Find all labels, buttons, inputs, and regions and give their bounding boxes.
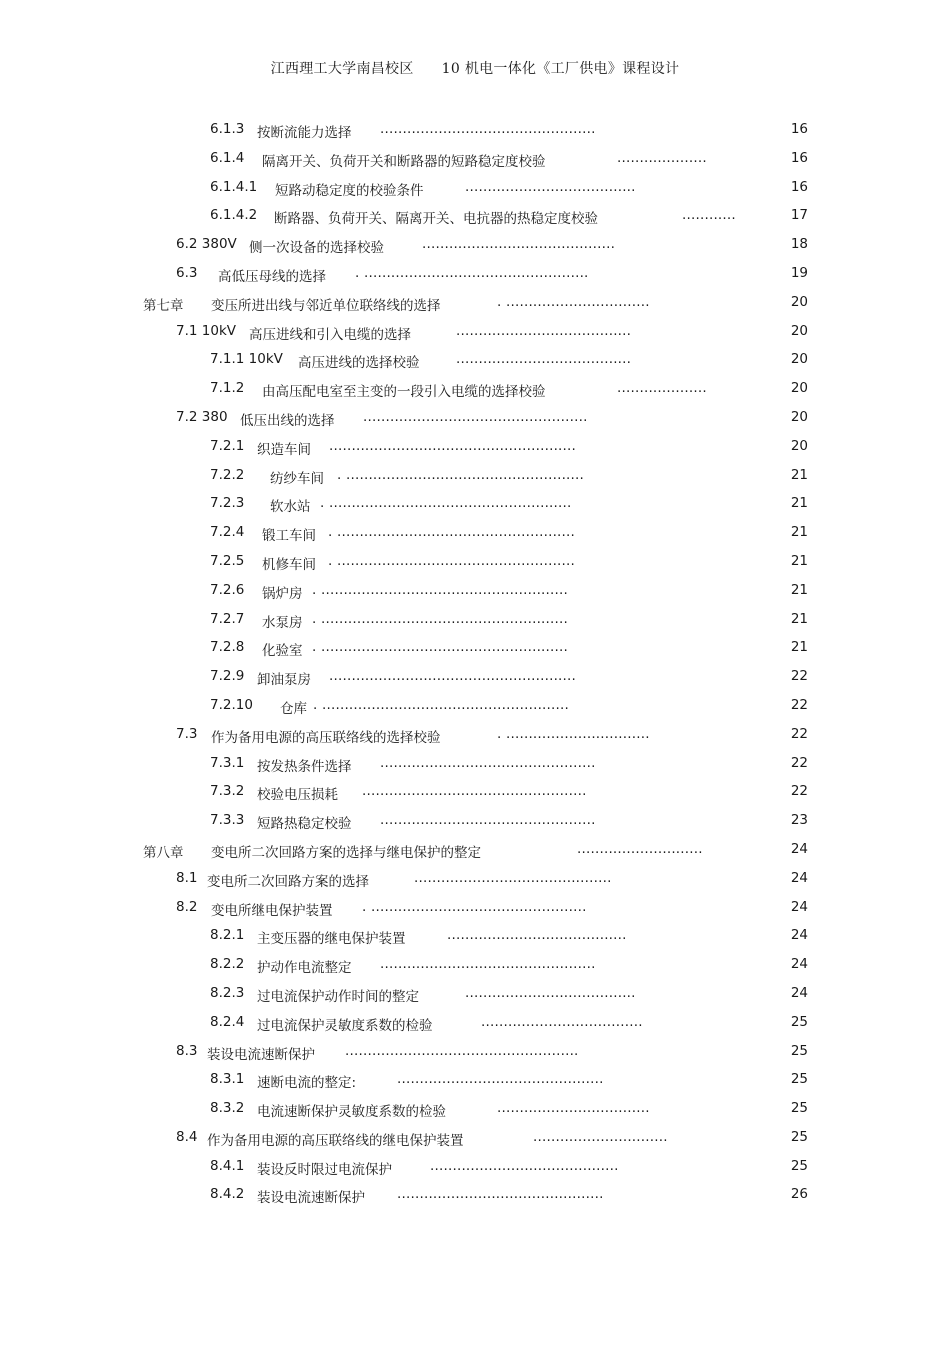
toc-entry-title: 变电所二次回路方案的选择 — [207, 873, 369, 890]
toc-entry-number: 6.1.3 — [210, 121, 245, 137]
header-school: 江西理工大学南昌校区 — [270, 61, 414, 77]
toc-entry-title: 按断流能力选择 — [257, 125, 352, 141]
toc-entry-page-number: 24 — [790, 984, 808, 1001]
toc-entry-page-number: 20 — [790, 408, 808, 425]
toc-entry[interactable] — [0, 865, 950, 894]
toc-entry-number: 第八章 — [143, 844, 184, 861]
toc-entry-number: 8.3.1 — [210, 1071, 245, 1088]
toc-entry-number: 8.4 — [176, 1128, 198, 1145]
toc-entry-number: 7.2.1 — [210, 437, 245, 454]
toc-entry-number: 8.3 — [176, 1042, 198, 1059]
toc-entry-number: 7.2.3 — [210, 495, 245, 512]
toc-entry-leader: . ..................................................... — [337, 466, 585, 483]
toc-entry-title: 校验电压损耗 — [257, 787, 338, 804]
toc-entry-page-number: 20 — [790, 380, 808, 397]
toc-entry-leader: . ....................................................... — [313, 696, 570, 713]
toc-entry-page-number: 21 — [790, 466, 808, 483]
toc-entry-leader: . ....................................................... — [312, 639, 569, 656]
toc-entry[interactable] — [0, 980, 950, 1009]
toc-entry-page-number: 21 — [790, 639, 808, 656]
toc-entry-title: 水泵房 — [262, 614, 303, 631]
toc-entry-page-number: 16 — [790, 178, 808, 195]
toc-entry-title: 高压进线和引入电缆的选择 — [249, 326, 411, 343]
toc-entry-number: 6.1.4.2 — [210, 207, 258, 224]
toc-entry-number: 7.2.6 — [210, 581, 245, 598]
toc-entry[interactable] — [0, 202, 950, 231]
toc-entry-leader: . ....................................................... — [312, 610, 569, 627]
toc-entry-number: 8.2.4 — [210, 1013, 245, 1030]
toc-entry-page-number: 21 — [790, 581, 808, 598]
toc-entry-number: 7.2.7 — [210, 610, 245, 627]
toc-entry-title: 机修车间 — [262, 556, 316, 573]
toc-entry[interactable] — [0, 606, 950, 635]
toc-entry-page-number: 25 — [790, 1157, 808, 1174]
toc-entry-leader: .............................................. — [397, 1071, 604, 1088]
toc-entry-page-number: 20 — [790, 293, 808, 310]
toc-entry-title: 装设电流速断保护 — [207, 1046, 315, 1063]
toc-entry-number: 7.1.2 — [210, 380, 245, 397]
toc-entry-leader: .............................. — [533, 1128, 668, 1145]
toc-entry-title: 主变压器的继电保护装置 — [257, 931, 406, 948]
toc-entry[interactable] — [0, 490, 950, 519]
toc-entry-title: 仓库 — [280, 700, 307, 717]
toc-entry-number: 8.2.1 — [210, 927, 245, 944]
toc-entry-title: 变电所继电保护装置 — [211, 902, 333, 919]
toc-entry-leader: .................................................. — [363, 408, 588, 425]
toc-entry[interactable] — [0, 1038, 950, 1067]
toc-entry-page-number: 24 — [790, 869, 808, 886]
toc-entry-title: 过电流保护灵敏度系数的检验 — [257, 1017, 433, 1034]
toc-entry-page-number: 25 — [790, 1042, 808, 1059]
toc-entry-leader: ........................................ — [447, 927, 627, 944]
toc-entry-leader: ........................................... — [422, 236, 616, 253]
toc-entry[interactable] — [0, 1124, 950, 1153]
toc-entry-number: 6.1.4 — [210, 149, 245, 166]
toc-entry-leader: ....................................................... — [329, 437, 577, 454]
toc-entry-number: 7.2.2 — [210, 466, 245, 483]
toc-entry-title: 高压进线的选择校验 — [298, 355, 420, 372]
toc-entry[interactable] — [0, 174, 950, 203]
toc-entry-number: 7.2.4 — [210, 524, 245, 541]
toc-entry-title: 锅炉房 — [262, 585, 303, 602]
toc-entry[interactable] — [0, 1153, 950, 1182]
toc-entry-title: 作为备用电源的高压联络线的选择校验 — [211, 729, 441, 746]
toc-entry-number: 7.1.1 10kV — [210, 351, 283, 368]
toc-entry-number: 8.3.2 — [210, 1100, 245, 1117]
toc-entry-leader: ....................................... — [456, 322, 632, 339]
toc-entry-title: 按发热条件选择 — [257, 758, 352, 775]
toc-entry-title: 护动作电流整定 — [257, 960, 352, 977]
toc-entry-page-number: 22 — [790, 668, 808, 685]
toc-entry[interactable] — [0, 1095, 950, 1124]
toc-entry[interactable] — [0, 116, 950, 145]
toc-entry-leader: .................... — [617, 149, 707, 166]
toc-entry-leader: .......................................... — [430, 1157, 619, 1174]
toc-entry[interactable] — [0, 922, 950, 951]
toc-entry-title: 化验室 — [262, 643, 303, 660]
toc-entry-leader: ................................................ — [380, 812, 596, 829]
toc-entry-leader: ................................................ — [380, 754, 596, 771]
toc-entry-title: 装设反时限过电流保护 — [257, 1161, 392, 1178]
toc-entry-page-number: 19 — [790, 264, 808, 281]
toc-entry-page-number: 22 — [790, 783, 808, 800]
toc-entry[interactable] — [0, 894, 950, 923]
toc-entry-title: 低压出线的选择 — [240, 412, 335, 429]
toc-entry-page-number: 22 — [790, 696, 808, 713]
toc-entry-number: 8.2.3 — [210, 984, 245, 1001]
toc-entry-number: 7.1 10kV — [176, 322, 236, 339]
toc-entry[interactable] — [0, 807, 950, 836]
toc-entry-leader: . ..................................................... — [328, 524, 576, 541]
toc-entry-number: 8.2 — [176, 898, 198, 915]
toc-entry-number: 7.2.10 — [210, 696, 253, 713]
toc-entry-leader: ............................................ — [414, 869, 612, 886]
toc-entry[interactable] — [0, 145, 950, 174]
toc-entry-leader: ....................................... — [456, 351, 632, 368]
toc-entry-leader: .................................. — [497, 1100, 650, 1117]
toc-entry-page-number: 23 — [790, 812, 808, 829]
toc-entry-page-number: 16 — [790, 121, 808, 137]
toc-entry-leader: . ...................................................... — [320, 495, 572, 512]
toc-entry-number: 7.2.9 — [210, 668, 245, 685]
toc-entry-page-number: 20 — [790, 351, 808, 368]
toc-entry-title: 短路热稳定校验 — [257, 816, 352, 833]
toc-entry[interactable] — [0, 462, 950, 491]
toc-entry-number: 7.2.8 — [210, 639, 245, 656]
toc-entry[interactable] — [0, 1066, 950, 1095]
toc-entry-page-number: 24 — [790, 927, 808, 944]
toc-entry-leader: . ....................................................... — [312, 581, 569, 598]
toc-entry-title: 装设电流速断保护 — [257, 1190, 365, 1207]
toc-entry-leader: .................................................. — [362, 783, 587, 800]
toc-entry-leader: ................................................ — [380, 121, 596, 137]
toc-entry-leader: ............................ — [577, 840, 703, 857]
toc-entry[interactable] — [0, 433, 950, 462]
toc-entry[interactable] — [0, 750, 950, 779]
toc-entry-leader: ...................................... — [465, 984, 636, 1001]
toc-entry-title: 作为备用电源的高压联络线的继电保护装置 — [207, 1132, 464, 1149]
toc-entry-leader: ............ — [682, 207, 736, 224]
toc-entry[interactable] — [0, 346, 950, 375]
toc-entry-page-number: 25 — [790, 1013, 808, 1030]
toc-entry[interactable] — [0, 260, 950, 289]
toc-entry[interactable] — [0, 404, 950, 433]
toc-entry-title: 隔离开关、负荷开关和断路器的短路稳定度校验 — [262, 153, 546, 170]
page-header — [0, 58, 950, 78]
toc-entry-number: 第七章 — [143, 297, 184, 314]
toc-entry-leader: .............................................. — [397, 1186, 604, 1203]
toc-entry[interactable] — [0, 1181, 950, 1210]
toc-entry-page-number: 22 — [790, 725, 808, 742]
toc-entry-leader: . ................................................ — [362, 898, 587, 915]
toc-entry-number: 6.2 380V — [176, 236, 237, 253]
toc-entry-title: 速断电流的整定: — [257, 1075, 357, 1092]
toc-entry[interactable] — [0, 951, 950, 980]
toc-entry-page-number: 22 — [790, 754, 808, 771]
toc-entry-page-number: 24 — [790, 898, 808, 915]
toc-entry[interactable] — [0, 1009, 950, 1038]
toc-entry-page-number: 20 — [790, 322, 808, 339]
toc-entry-page-number: 20 — [790, 437, 808, 454]
toc-entry-page-number: 24 — [790, 956, 808, 973]
toc-entry[interactable] — [0, 577, 950, 606]
toc-entry-title: 由高压配电室至主变的一段引入电缆的选择校验 — [262, 384, 546, 401]
toc-entry-page-number: 26 — [790, 1186, 808, 1203]
toc-entry[interactable] — [0, 289, 950, 318]
toc-entry-page-number: 24 — [790, 840, 808, 857]
toc-entry-page-number: 16 — [790, 149, 808, 166]
toc-entry-title: 织造车间 — [257, 441, 311, 458]
toc-entry-page-number: 25 — [790, 1071, 808, 1088]
toc-entry-leader: . ................................ — [497, 293, 650, 310]
toc-entry-number: 8.4.1 — [210, 1157, 245, 1174]
toc-entry-leader: ...................................... — [465, 178, 636, 195]
toc-entry-number: 6.3 — [176, 264, 198, 281]
toc-entry-number: 7.2.5 — [210, 552, 245, 569]
toc-entry-number: 7.3.3 — [210, 812, 245, 829]
toc-entry[interactable] — [0, 778, 950, 807]
toc-entry-leader: ....................................................... — [329, 668, 577, 685]
toc-entry-page-number: 21 — [790, 610, 808, 627]
toc-entry-title: 短路动稳定度的校验条件 — [275, 182, 424, 199]
toc-entry-leader: .................................................... — [345, 1042, 579, 1059]
toc-entry-leader: .................................... — [481, 1013, 643, 1030]
toc-entry-page-number: 18 — [790, 236, 808, 253]
toc-entry[interactable] — [0, 375, 950, 404]
toc-entry-number: 8.2.2 — [210, 956, 245, 973]
toc-entry-title: 过电流保护动作时间的整定 — [257, 988, 419, 1005]
toc-entry-title: 锻工车间 — [262, 528, 316, 545]
toc-entry[interactable] — [0, 519, 950, 548]
toc-entry-number: 7.2 380 — [176, 408, 228, 425]
toc-entry-title: 卸油泵房 — [257, 672, 311, 689]
toc-entry[interactable] — [0, 663, 950, 692]
toc-entry-title: 软水站 — [270, 499, 311, 516]
toc-entry-number: 6.1.4.1 — [210, 178, 258, 195]
header-course: 10 机电一体化《工厂供电》课程设计 — [441, 61, 680, 77]
toc-entry-leader: ................................................ — [380, 956, 596, 973]
toc-entry-page-number: 21 — [790, 495, 808, 512]
toc-entry-page-number: 25 — [790, 1128, 808, 1145]
toc-entry-number: 7.3.2 — [210, 783, 245, 800]
toc-entry-title: 电流速断保护灵敏度系数的检验 — [257, 1104, 446, 1121]
toc-entry-leader: . ..................................................... — [328, 552, 576, 569]
toc-entry-title: 高低压母线的选择 — [218, 268, 326, 285]
toc-entry[interactable] — [0, 692, 950, 721]
toc-entry-page-number: 21 — [790, 552, 808, 569]
toc-entry-leader: . ................................ — [497, 725, 650, 742]
toc-entry-title: 断路器、负荷开关、隔离开关、电抗器的热稳定度校验 — [274, 211, 598, 228]
toc-entry-number: 8.1 — [176, 869, 198, 886]
toc-entry-leader: .................... — [617, 380, 707, 397]
toc-entry[interactable] — [0, 836, 950, 865]
table-of-contents — [0, 116, 950, 1210]
toc-entry[interactable] — [0, 548, 950, 577]
toc-entry-title: 变电所二次回路方案的选择与继电保护的整定 — [211, 844, 481, 861]
toc-entry-leader: . .................................................. — [355, 264, 589, 281]
toc-entry[interactable] — [0, 634, 950, 663]
toc-entry-title: 纺纱车间 — [270, 470, 324, 487]
toc-entry-title: 变压所进出线与邻近单位联络线的选择 — [211, 297, 441, 314]
toc-entry-page-number: 21 — [790, 524, 808, 541]
toc-entry-page-number: 25 — [790, 1100, 808, 1117]
toc-entry-title: 侧一次设备的选择校验 — [249, 240, 384, 257]
toc-entry-number: 7.3 — [176, 725, 198, 742]
toc-entry[interactable] — [0, 721, 950, 750]
toc-entry[interactable] — [0, 318, 950, 347]
toc-entry[interactable] — [0, 231, 950, 260]
toc-entry-number: 8.4.2 — [210, 1186, 245, 1203]
toc-entry-page-number: 17 — [790, 207, 808, 224]
toc-entry-number: 7.3.1 — [210, 754, 245, 771]
